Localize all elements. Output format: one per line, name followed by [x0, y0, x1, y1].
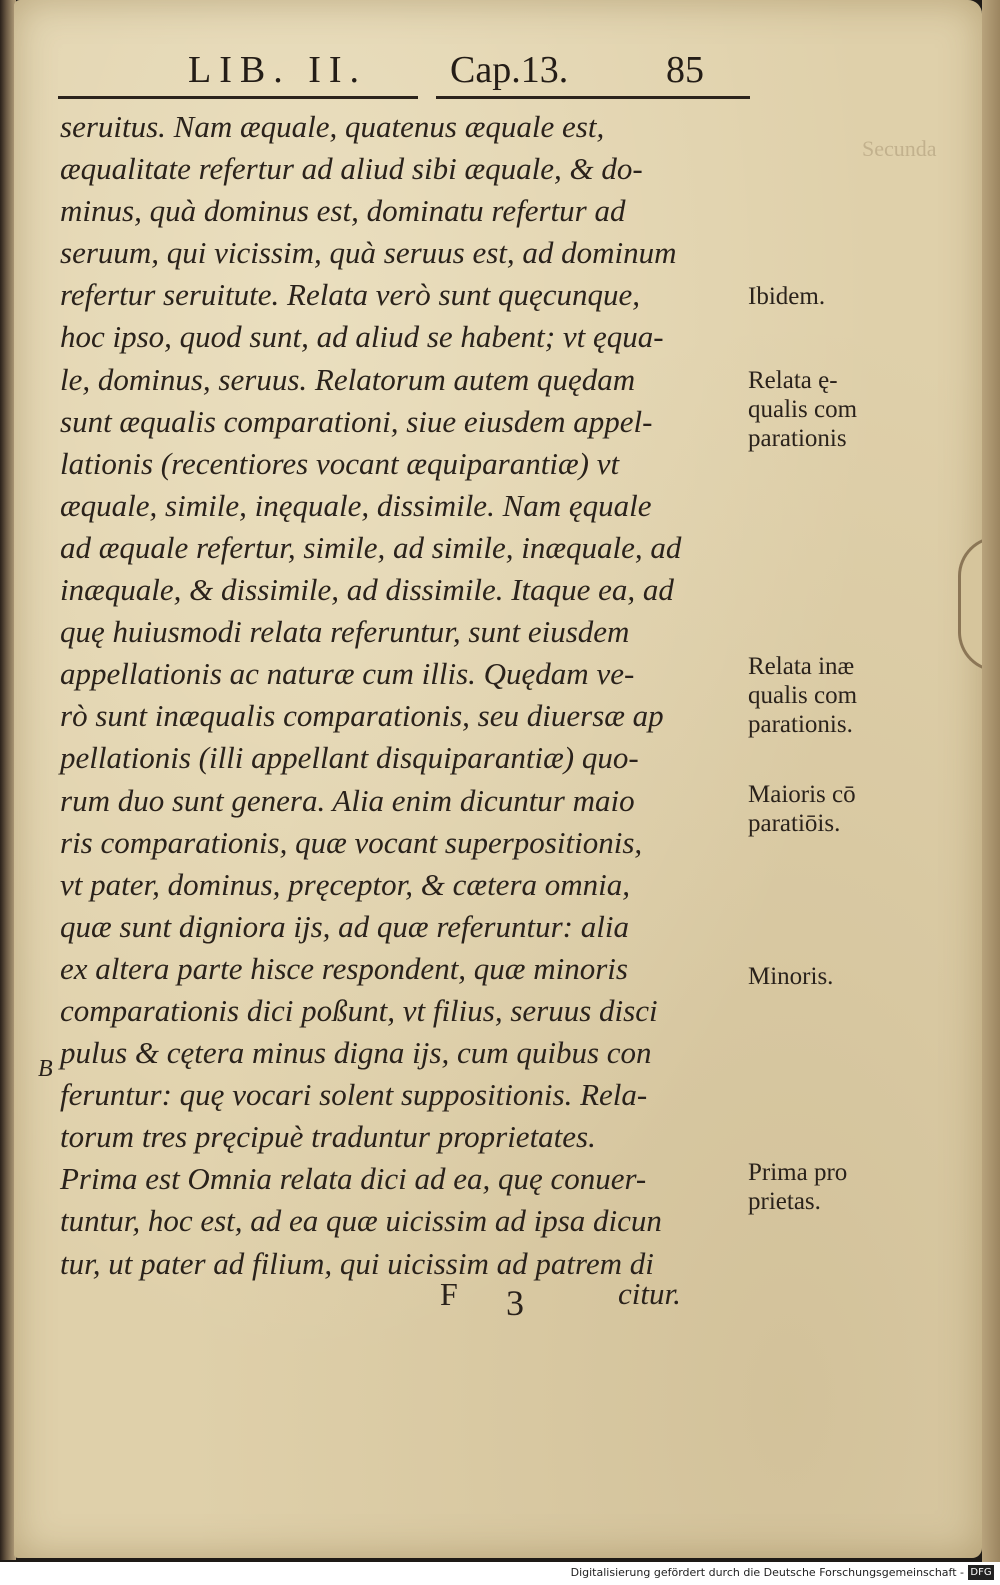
- text-line: minus, quà dominus est, dominatu refertur ad: [60, 193, 626, 229]
- text-line: quæ sunt digniora ijs, ad quæ referuntur: alia: [60, 908, 629, 944]
- credit-bar: [0, 1562, 1000, 1585]
- text-line: quę huiusmodi relata referuntur, sunt eiusdem: [60, 614, 630, 650]
- show-through-text: Secunda: [862, 136, 937, 161]
- digitization-credit: Digitalisierung gefördert durch die Deutsche Forschungsgemeinschaft -: [570, 1566, 964, 1579]
- text-line: refertur seruitute. Relata verò sunt quęcunque,: [60, 277, 640, 313]
- text-line: seruum, qui vicissim, quà seruus est, ad dominum: [60, 235, 677, 271]
- signature-number: 3: [506, 1283, 524, 1323]
- text-line: seruitus. Nam æquale, quatenus æquale est,: [60, 109, 605, 144]
- margin-note-line: Minoris.: [748, 963, 834, 990]
- margin-note-line: Relata inæ: [748, 653, 855, 680]
- text-line: ex altera parte hisce respondent, quæ minoris: [60, 950, 628, 986]
- header-chapter: Cap.13.: [450, 49, 569, 91]
- text-line: torum tres pręcipuè traduntur proprietates.: [60, 1119, 596, 1155]
- text-line: le, dominus, seruus. Relatorum autem quędam: [60, 361, 636, 397]
- margin-note-ibidem: [748, 282, 825, 311]
- text-line: rò sunt inæqualis comparationis, seu diuersæ ap: [60, 698, 664, 734]
- margin-note-line: qualis com: [748, 396, 858, 423]
- margin-note-line: Prima pro: [748, 1159, 848, 1186]
- margin-note-line: Maioris cō: [748, 781, 856, 808]
- margin-note-line: parationis.: [748, 711, 853, 738]
- header-rule-left: [58, 96, 418, 99]
- text-line: lationis (recentiores vocant æquiparantiæ) vt: [60, 445, 620, 481]
- dfg-logo: DFG: [968, 1565, 994, 1580]
- text-line: ad æquale refertur, simile, ad simile, inæquale, ad: [60, 529, 682, 565]
- margin-note-minoris: [748, 962, 833, 991]
- page-tab-marker: [958, 536, 982, 672]
- text-line: ris comparationis, quæ vocant superpositionis,: [60, 824, 643, 860]
- margin-note-line: Relata ę-: [748, 367, 838, 394]
- text-line: hoc ipso, quod sunt, ad aliud se habent; vt ęqua-: [60, 319, 664, 355]
- margin-note-line: paratiōis.: [748, 810, 841, 837]
- text-line: tur, ut pater ad filium, qui uicissim ad patrem di: [60, 1245, 654, 1281]
- main-text-block: [60, 106, 760, 1285]
- margin-note-line: qualis com: [748, 682, 858, 709]
- margin-note-prima-proprietas: [748, 1158, 847, 1216]
- header-book: LIB. II.: [188, 49, 368, 91]
- text-line: æqualitate refertur ad aliud sibi æquale, & do-: [60, 151, 643, 187]
- catchword: citur.: [618, 1276, 681, 1311]
- text-line: rum duo sunt genera. Alia enim dicuntur maio: [60, 782, 635, 818]
- header-rule-right: [436, 96, 750, 99]
- text-line: sunt æqualis comparationi, siue eiusdem appel-: [60, 403, 653, 439]
- margin-note-line: parationis: [748, 425, 847, 452]
- text-line: pellationis (illi appellant disquiparantiæ) quo-: [60, 740, 639, 776]
- margin-note-relata-inaequalis: [748, 652, 857, 739]
- book-page: [14, 0, 982, 1558]
- text-line: appellationis ac naturæ cum illis. Quędam ve-: [60, 656, 635, 692]
- text-line: tuntur, hoc est, ad ea quæ uicissim ad ipsa dicun: [60, 1203, 662, 1239]
- margin-note-line: prietas.: [748, 1188, 821, 1215]
- text-line: comparationis dici poßunt, vt filius, seruus disci: [60, 992, 658, 1028]
- text-line: inæquale, & dissimile, ad dissimile. Itaque ea, ad: [60, 572, 674, 608]
- text-line: æquale, simile, inęquale, dissimile. Nam ęquale: [60, 487, 652, 523]
- gathering-mark: B: [38, 1056, 53, 1082]
- text-line: pulus & cętera minus digna ijs, cum quibus con: [60, 1035, 652, 1071]
- margin-note-line: Ibidem.: [748, 283, 826, 310]
- signature-letter: F: [440, 1276, 458, 1312]
- text-line: vt pater, dominus, pręceptor, & cætera omnia,: [60, 866, 631, 902]
- running-header: [14, 48, 982, 98]
- margin-note-maioris: [748, 780, 856, 838]
- text-line: feruntur: quę vocari solent suppositionis. Rela-: [60, 1077, 648, 1113]
- next-page-edge: [982, 0, 1000, 1585]
- margin-note-relata-aequalis: [748, 366, 857, 453]
- text-line: Prima est Omnia relata dici ad ea, quę conuer-: [60, 1161, 647, 1197]
- page-number: 85: [666, 49, 704, 91]
